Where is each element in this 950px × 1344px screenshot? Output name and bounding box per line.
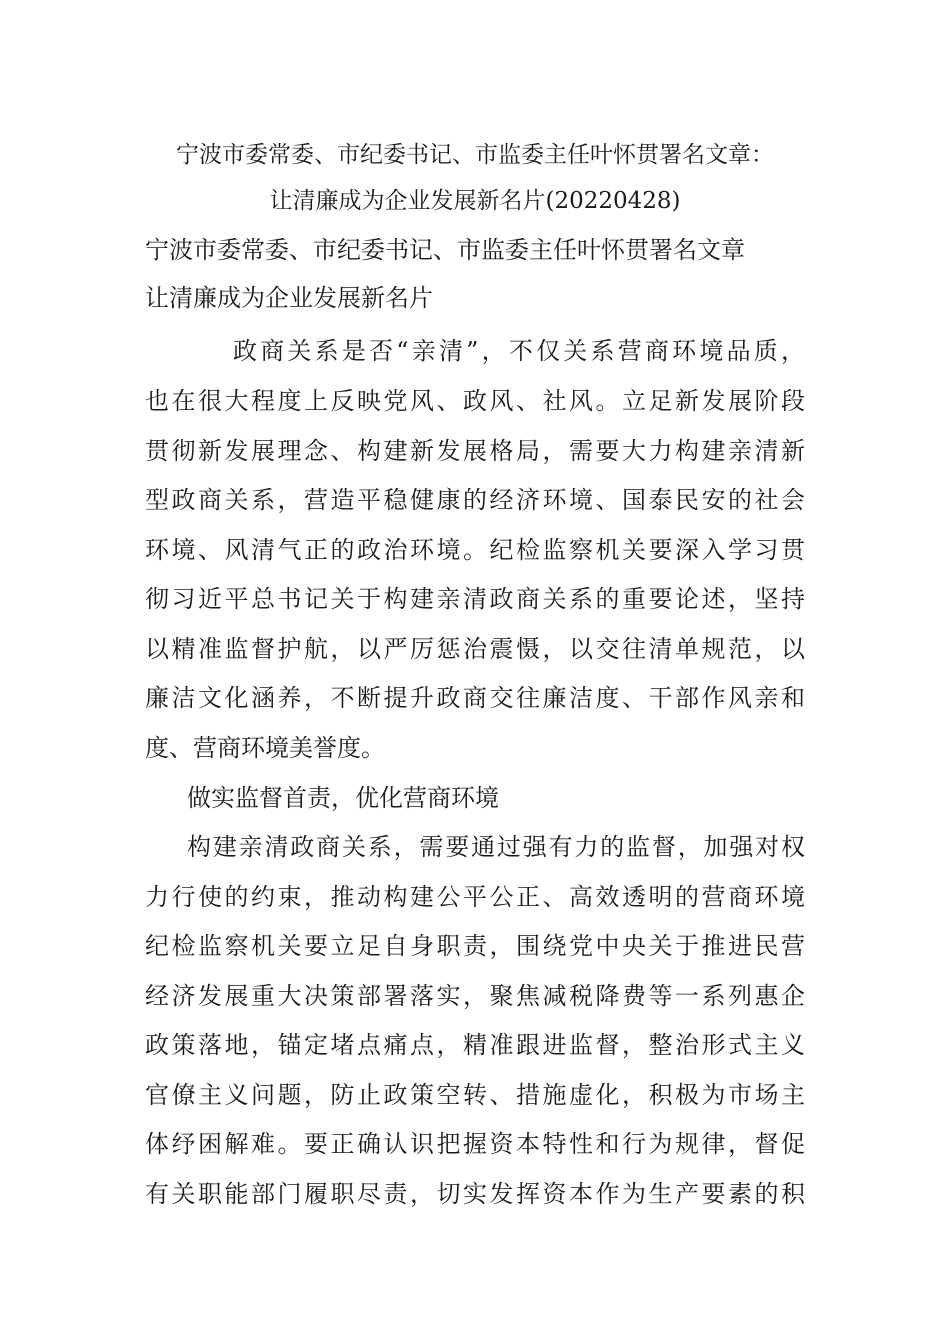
paragraph-2-line: 官僚主义问题，防止政策空转、措施虚化，积极为市场主 [145, 1081, 805, 1109]
paragraph-2-line: 纪检监察机关要立足自身职责，围绕党中央关于推进民营 [145, 932, 805, 960]
paragraph-1-line: 度、营商环境美誉度。 [145, 734, 385, 762]
paragraph-1-line: 廉洁文化涵养，不断提升政商交往廉洁度、干部作风亲和 [145, 684, 805, 712]
subtitle-line-1: 宁波市委常委、市纪委书记、市监委主任叶怀贯署名文章 [145, 236, 745, 264]
section-heading: 做实监督首责，优化营商环境 [187, 784, 499, 812]
paragraph-1-line: 型政商关系，营造平稳健康的经济环境、国泰民安的社会 [145, 486, 805, 514]
subtitle-line-2: 让清廉成为企业发展新名片 [145, 284, 433, 312]
paragraph-2-line: 有关职能部门履职尽责，切实发挥资本作为生产要素的积 [145, 1180, 805, 1208]
paragraph-1-line: 贯彻新发展理念、构建新发展格局，需要大力构建亲清新 [145, 437, 805, 465]
paragraph-1-line: 政商关系是否“亲清”，不仅关系营商环境品质， [233, 337, 805, 365]
paragraph-2-line: 经济发展重大决策部署落实，聚焦减税降费等一系列惠企 [145, 982, 805, 1010]
paragraph-1-line: 也在很大程度上反映党风、政风、社风。立足新发展阶段 [145, 387, 805, 415]
paragraph-2-line: 体纾困解难。要正确认识把握资本特性和行为规律，督促 [145, 1130, 805, 1158]
paragraph-2-line: 构建亲清政商关系，需要通过强有力的监督，加强对权 [187, 833, 805, 861]
paragraph-1-line: 彻习近平总书记关于构建亲清政商关系的重要论述，坚持 [145, 585, 805, 613]
document-title-line-2: 让清廉成为企业发展新名片(20220428) [269, 188, 681, 214]
paragraph-2-line: 力行使的约束，推动构建公平公正、高效透明的营商环境 [145, 883, 805, 911]
paragraph-1-line: 环境、风清气正的政治环境。纪检监察机关要深入学习贯 [145, 536, 805, 564]
paragraph-2-line: 政策落地，锚定堵点痛点，精准跟进监督，整治形式主义 [145, 1031, 805, 1059]
document-title-line-1: 宁波市委常委、市纪委书记、市监委主任叶怀贯署名文章： [176, 142, 774, 168]
paragraph-1-line: 以精准监督护航，以严厉惩治震慑，以交往清单规范，以 [145, 635, 805, 663]
